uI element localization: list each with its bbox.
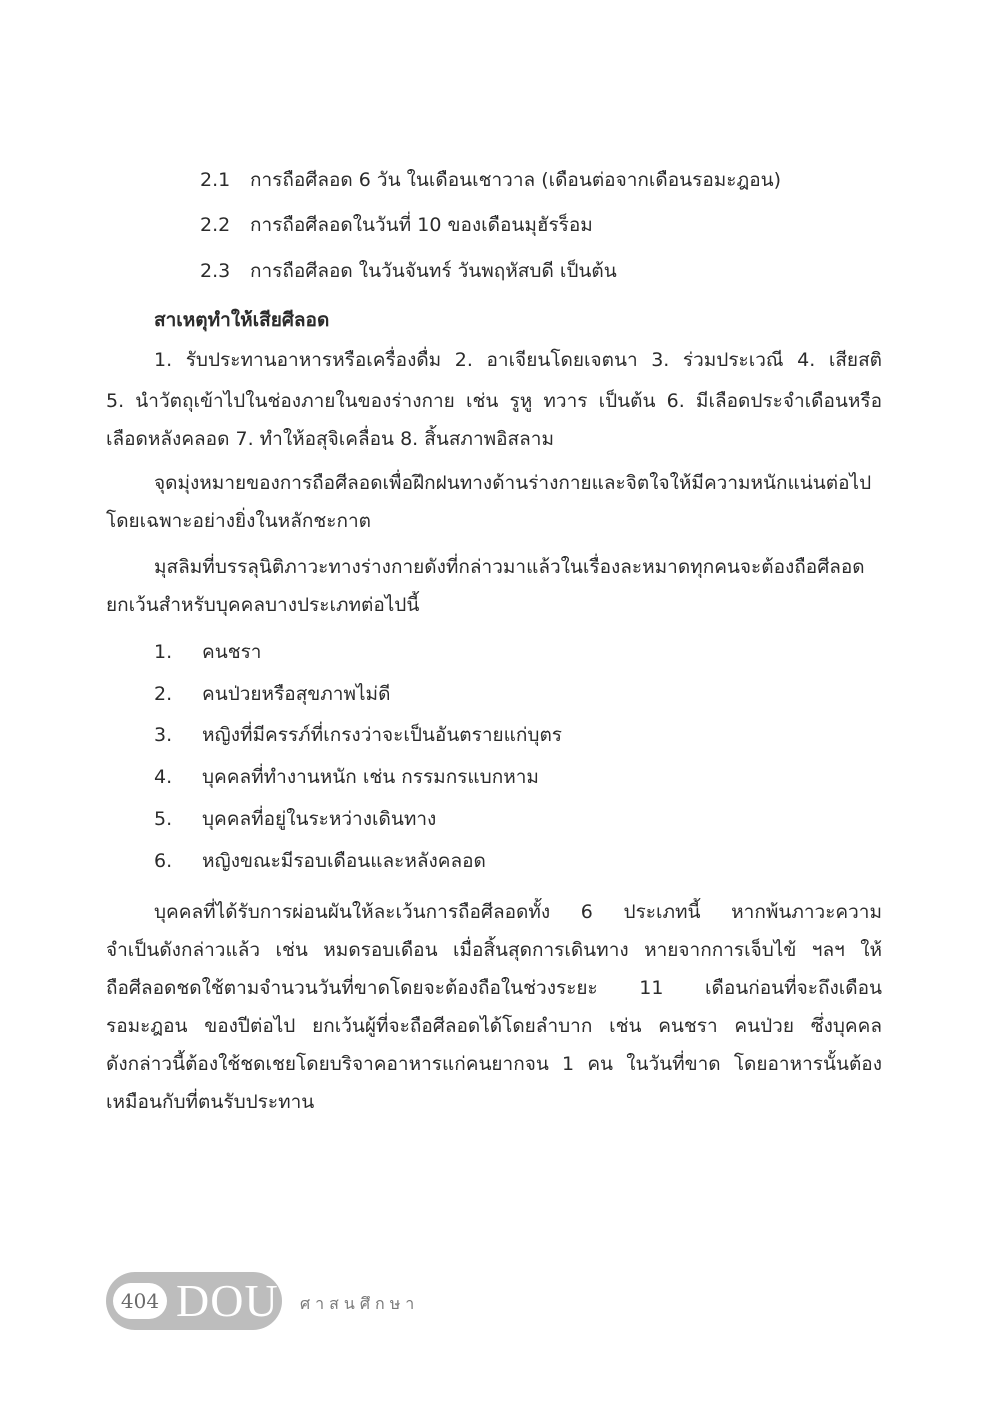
paragraph-line: ถือศีลอดชดใช้ตามจำนวนวันที่ขาดโดยจะต้องถือในช่วงระยะ 11 เดือนก่อนที่จะถึงเดือน: [106, 977, 882, 999]
paragraph-line: บุคคลที่ได้รับการผ่อนผันให้ละเว้นการถือศีลอดทั้ง 6 ประเภทนี้ หากพ้นภาวะความ: [154, 901, 882, 923]
paragraph-line: จำเป็นดังกล่าวแล้ว เช่น หมดรอบเดือน เมื่อสิ้นสุดการเดินทาง หายจากการเจ็บไข้ ฯลฯ ให้: [106, 939, 882, 961]
list-item: บุคคลที่ทำงานหนัก เช่น กรรมกรแบกหาม: [202, 766, 539, 788]
paragraph-line: เลือดหลังคลอด 7. ทำให้อสุจิเคลื่อน 8. สิ้นสภาพอิสลาม: [106, 428, 554, 450]
paragraph-line: 5. นำวัตถุเข้าไปในช่องภายในของร่างกาย เช่น รูหู ทวาร เป็นต้น 6. มีเลือดประจำเดือนหรือ: [106, 390, 882, 412]
list-item: คนชรา: [202, 641, 262, 663]
paragraph-line: เหมือนกับที่ตนรับประทาน: [106, 1091, 315, 1113]
list-item: หญิงขณะมีรอบเดือนและหลังคลอด: [202, 850, 486, 872]
sub-list-number: 2.3: [200, 260, 231, 282]
list-number: 3.: [154, 724, 173, 746]
list-number: 6.: [154, 850, 173, 872]
sub-list-number: 2.1: [200, 169, 231, 191]
list-number: 2.: [154, 683, 173, 705]
list-item: บุคคลที่อยู่ในระหว่างเดินทาง: [202, 808, 437, 830]
paragraph-line: ยกเว้นสำหรับบุคคลบางประเภทต่อไปนี้: [106, 594, 420, 616]
section-heading: สาเหตุทำให้เสียศีลอด: [154, 309, 330, 331]
paragraph-line: รอมะฎอน ของปีต่อไป ยกเว้นผู้ที่จะถือศีลอดได้โดยลำบาก เช่น คนชรา คนป่วย ซึ่งบุคคล: [106, 1015, 882, 1037]
paragraph-line: 1. รับประทานอาหารหรือเครื่องดื่ม 2. อาเจียนโดยเจตนา 3. ร่วมประเวณี 4. เสียสติ: [154, 349, 882, 371]
list-number: 5.: [154, 808, 173, 830]
paragraph-line: ดังกล่าวนี้ต้องใช้ชดเชยโดยบริจาคอาหารแก่คนยากจน 1 คน ในวันที่ขาด โดยอาหารนั้นต้อง: [106, 1053, 882, 1075]
paragraph-line: โดยเฉพาะอย่างยิ่งในหลักชะกาต: [106, 510, 371, 532]
list-number: 4.: [154, 766, 173, 788]
paragraph-line: มุสลิมที่บรรลุนิติภาวะทางร่างกายดังที่กล่าวมาแล้วในเรื่องละหมาดทุกคนจะต้องถือศีลอด: [154, 556, 865, 578]
sub-list-text: การถือศีลอด ในวันจันทร์ วันพฤหัสบดี เป็นต้น: [250, 260, 617, 282]
sub-list-text: การถือศีลอด 6 วัน ในเดือนเชาวาล (เดือนต่อจากเดือนรอมะฎอน): [250, 169, 782, 191]
sub-list-text: การถือศีลอดในวันที่ 10 ของเดือนมุฮัรร็อม: [250, 214, 593, 236]
sub-list-number: 2.2: [200, 214, 231, 236]
subject-title: ศาสนศึกษา: [300, 1294, 420, 1313]
brand-logo: DOU: [176, 1275, 279, 1326]
list-item: หญิงที่มีครรภ์ที่เกรงว่าจะเป็นอันตรายแก่บุตร: [202, 724, 563, 746]
page-number: 404: [113, 1283, 167, 1319]
paragraph-line: จุดมุ่งหมายของการถือศีลอดเพื่อฝึกฝนทางด้านร่างกายและจิตใจให้มีความหนักแน่นต่อไป: [154, 472, 872, 494]
list-number: 1.: [154, 641, 173, 663]
list-item: คนป่วยหรือสุขภาพไม่ดี: [202, 683, 391, 705]
